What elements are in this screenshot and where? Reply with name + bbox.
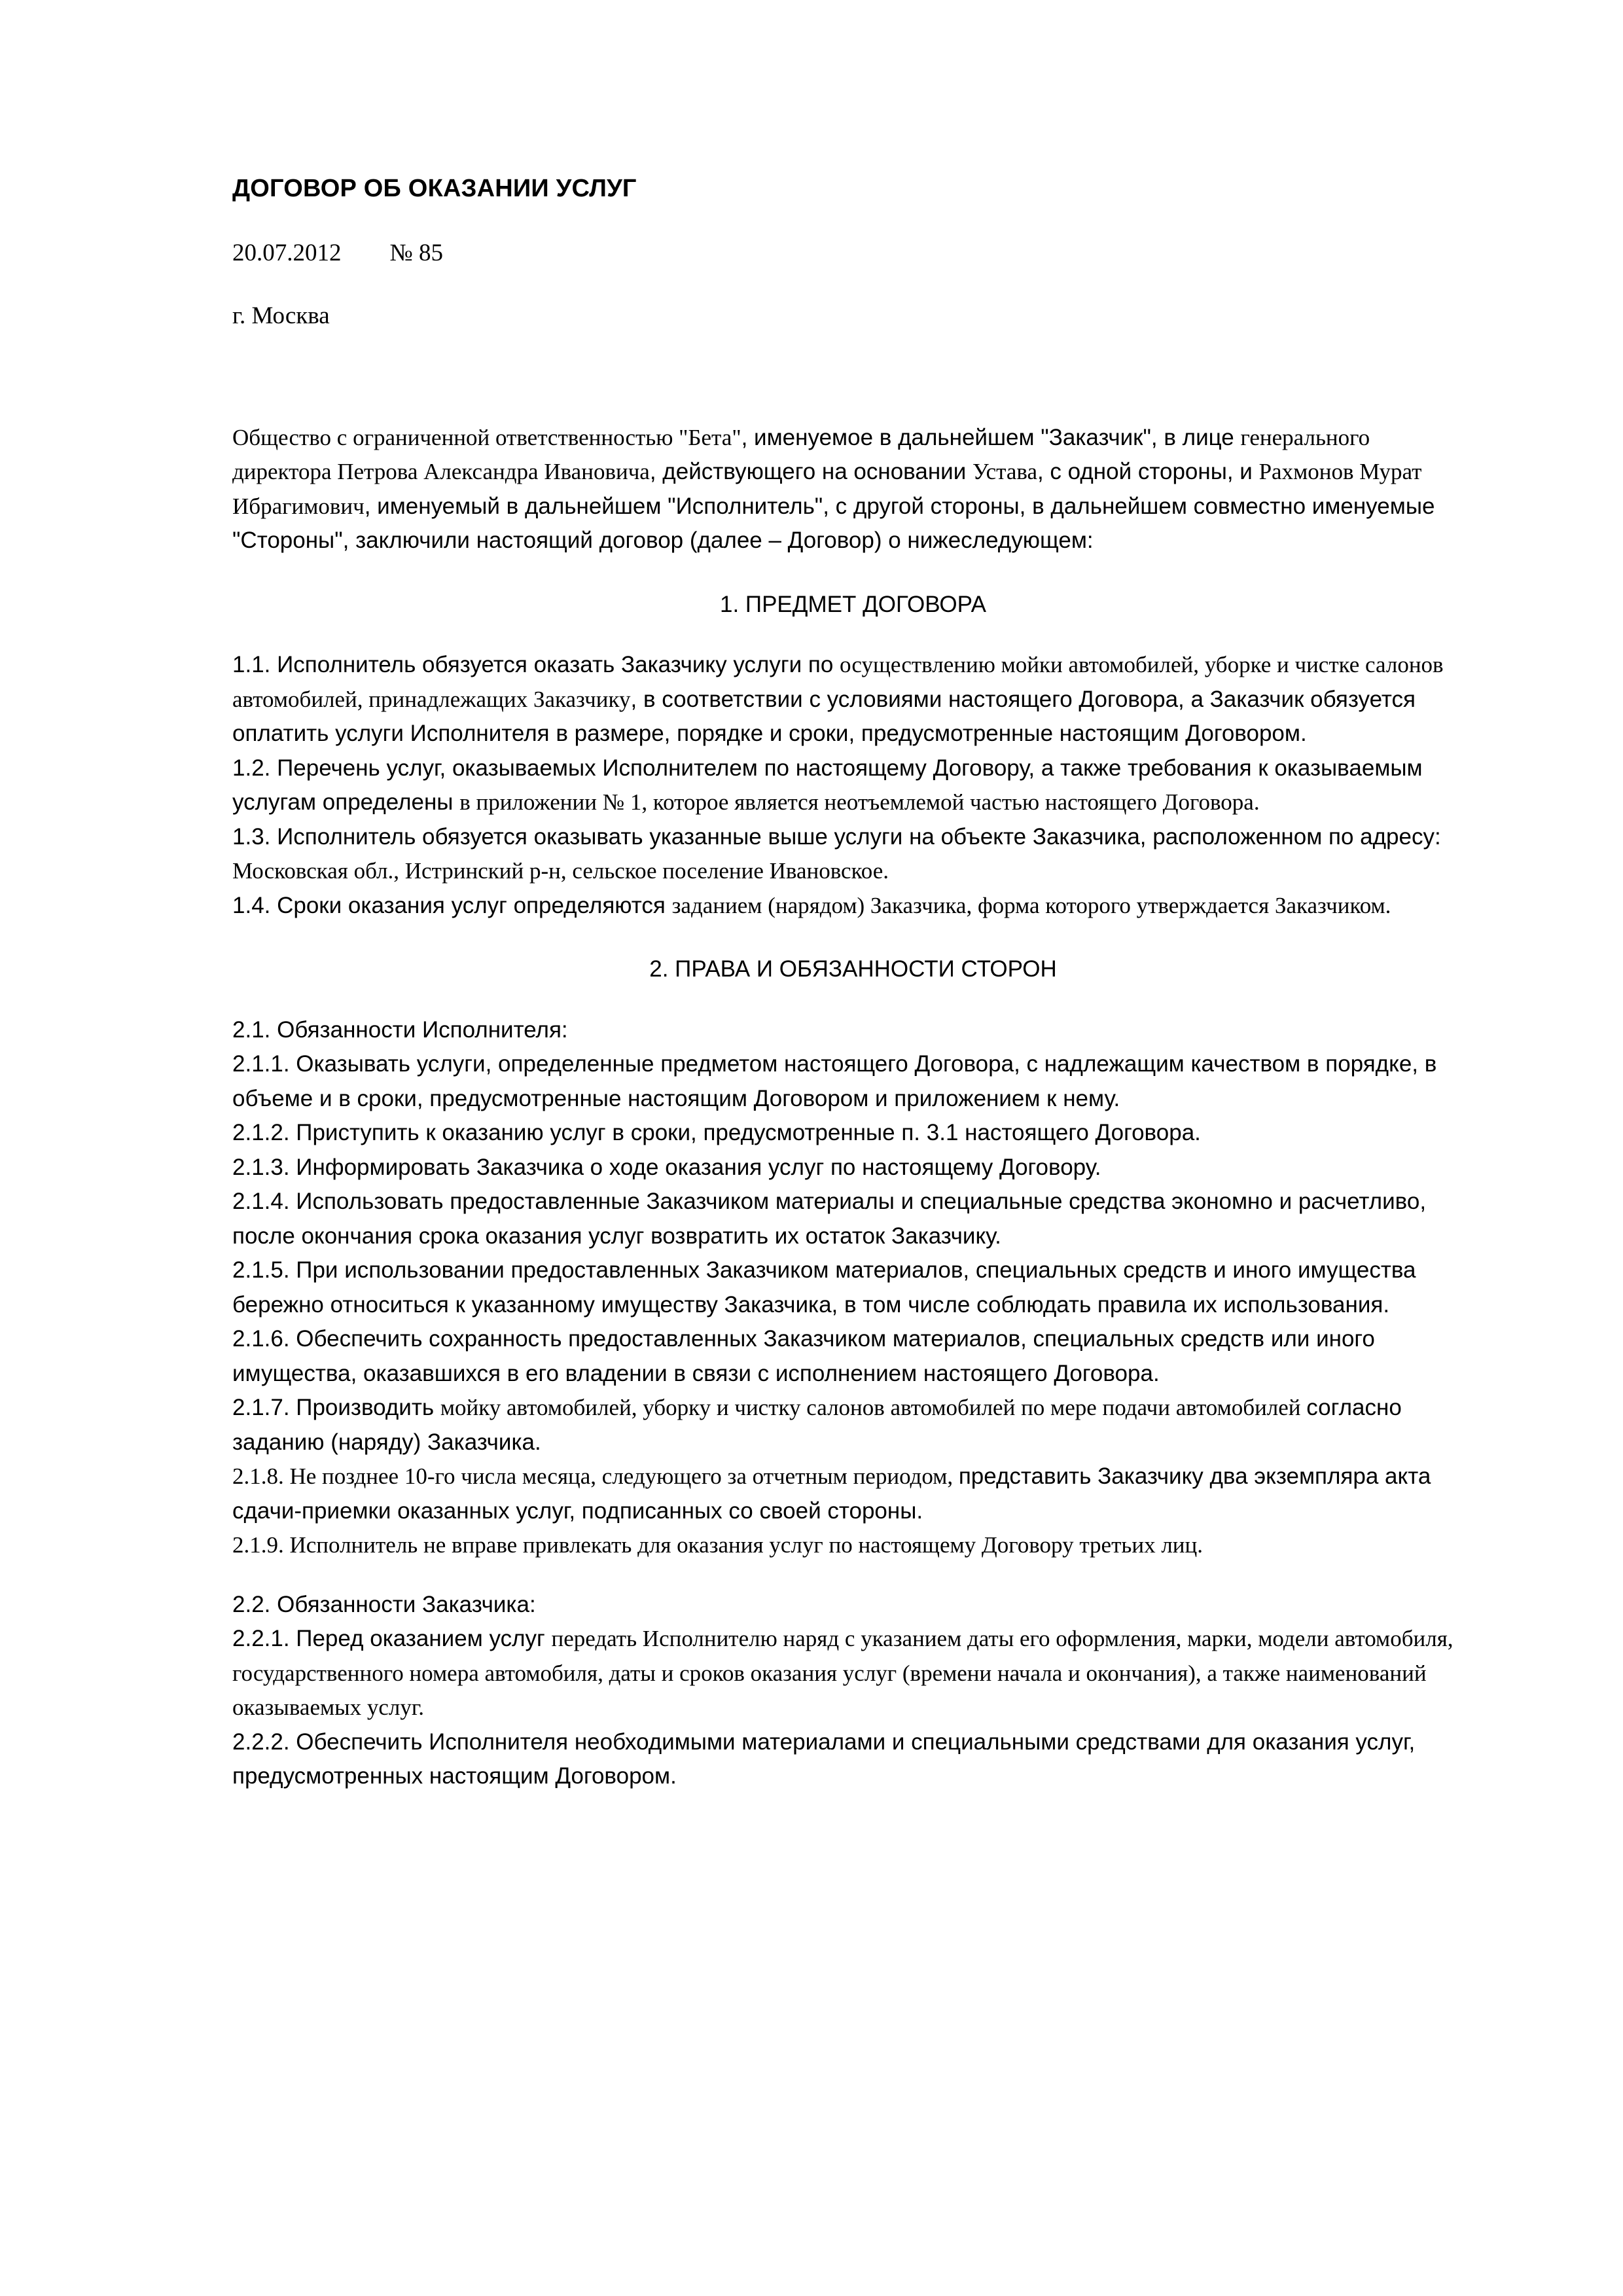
section-1-clauses (232, 648, 1474, 923)
clause-2-1-3: 2.1.3. Информировать Заказчика о ходе оказания услуг по настоящему Договору. (232, 1154, 1101, 1180)
clause-1-4 (232, 889, 1474, 924)
preamble-director-name: генерального директора Петрова Александра Ивановича (232, 424, 1370, 485)
clause-2-1-2: 2.1.2. Приступить к оказанию услуг в сроки, предусмотренные п. 3.1 настоящего Договора. (232, 1120, 1201, 1146)
preamble-contractor-name: Рахмонов Мурат Ибрагимович (232, 459, 1422, 519)
clause-1-1 (232, 648, 1474, 751)
clause-2-1-1: 2.1.1. Оказывать услуги, определенные предметом настоящего Договора, с надлежащим качеством в порядке, в объеме и в сроки, предусмотренные настоящим Договором и приложением к нему. (232, 1051, 1437, 1111)
clause-1-3-part-b: Московская обл., Истринский р-н, сельское поселение Ивановское. (232, 858, 889, 884)
clause-2-1-5: 2.1.5. При использовании предоставленных Заказчиком материалов, специальных средств и иного имущества бережно относиться к указанному имуществу Заказчика, в том числе соблюдать правила их использования. (232, 1257, 1416, 1318)
page-title: ДОГОВОР ОБ ОКАЗАНИИ УСЛУГ (232, 175, 637, 202)
clause-spacer (232, 1563, 1474, 1588)
clause-2-2-2: 2.2.2. Обеспечить Исполнителя необходимыми материалами и специальными средствами для оказания услуг, предусмотренных настоящим Договором. (232, 1729, 1416, 1789)
clause-1-1-part-a: 1.1. Исполнитель обязуется оказать Заказчику услуги по (232, 652, 840, 678)
clause-1-1-part-b: осуществлению мойки автомобилей, уборке и чистке салонов автомобилей, принадлежащих Заказчику (232, 652, 1444, 712)
clause-1-4-part-b: заданием (нарядом) Заказчика, форма которого утверждается Заказчиком. (671, 892, 1391, 918)
clause-2-1-6: 2.1.6. Обеспечить сохранность предоставленных Заказчиком материалов, специальных средств или иного имущества, оказавшихся в его владении в связи с исполнением настоящего Договора. (232, 1326, 1375, 1386)
clause-2-2-1-part-b: передать Исполнителю наряд с указанием даты его оформления, марки, модели автомобиля, государственного номера автомобиля, даты и сроков оказания услуг (времени начала и окончания), а также наименований оказываемых услуг. (232, 1626, 1454, 1721)
clause-2-2-1 (232, 1622, 1474, 1725)
preamble-charter: Устава (972, 459, 1037, 485)
clause-1-3 (232, 820, 1474, 889)
clause-2-2: 2.2. Обязанности Заказчика: (232, 1591, 536, 1617)
clause-1-1-part-c: , в соответствии с условиями настоящего Договора, а Заказчик обязуется оплатить услуги Исполнителя в размере, порядке и сроки, предусмотренные настоящим Договором. (232, 686, 1416, 747)
section-heading-subject: 1. ПРЕДМЕТ ДОГОВОРА (720, 591, 986, 617)
section-heading-rights-obligations: 2. ПРАВА И ОБЯЗАННОСТИ СТОРОН (649, 956, 1057, 982)
preamble-closing: , именуемый в дальнейшем "Исполнитель", с другой стороны, в дальнейшем совместно именуемые "Стороны", заключили настоящий договор (далее – Договор) о нижеследующем: (232, 493, 1435, 554)
document-city: г. Москва (232, 302, 330, 330)
clause-1-2 (232, 751, 1474, 820)
clause-2-1-8-part-a: 2.1.8. Не позднее 10-го числа месяца, следующего за отчетным периодом, (232, 1463, 959, 1490)
clause-1-2-part-b: в приложении № 1, которое является неотъемлемой частью настоящего Договора. (459, 789, 1260, 816)
clause-1-4-part-a: 1.4. Сроки оказания услуг определяются (232, 892, 672, 918)
clause-2-1-8 (232, 1460, 1474, 1528)
preamble-acting-on-basis: , действующего на основании (649, 459, 973, 485)
preamble-customer-designation: , именуемое в дальнейшем "Заказчик", в лице (741, 424, 1241, 450)
clause-1-2-part-a: 1.2. Перечень услуг, оказываемых Исполнителем по настоящему Договору, а также требования к оказываемым услугам определены (232, 755, 1423, 816)
preamble-one-party: , с одной стороны, и (1037, 459, 1259, 485)
clause-2-1-7-part-a: 2.1.7. Производить (232, 1395, 440, 1421)
clause-2-1-9: 2.1.9. Исполнитель не вправе привлекать для оказания услуг по настоящему Договору третьих лиц. (232, 1532, 1204, 1558)
clause-2-1-7-part-c: согласно заданию (наряду) Заказчика. (232, 1395, 1402, 1455)
clause-2-1-7-part-b: мойку автомобилей, уборку и чистку салонов автомобилей по мере подачи автомобилей (440, 1395, 1307, 1421)
preamble-paragraph (232, 421, 1474, 558)
page-bottom-spacer (232, 1794, 1474, 1873)
clause-2-1-7 (232, 1391, 1474, 1460)
clause-2-1: 2.1. Обязанности Исполнителя: (232, 1016, 568, 1043)
clause-2-1-8-part-b: представить Заказчику два экземпляра акта сдачи-приемки оказанных услуг, подписанных со своей стороны. (232, 1463, 1431, 1524)
clause-2-1-4: 2.1.4. Использовать предоставленные Заказчиком материалы и специальные средства экономно и расчетливо, после окончания срока оказания услуг возвратить их остаток Заказчику. (232, 1189, 1427, 1249)
document-date-number: 20.07.2012 № 85 (232, 239, 444, 266)
preamble-company-name: Общество с ограниченной ответственностью "Бета" (232, 424, 741, 450)
clause-1-3-part-a: 1.3. Исполнитель обязуется оказывать указанные выше услуги на объекте Заказчика, расположенном по адресу: (232, 823, 1441, 850)
clause-2-2-1-part-a: 2.2.1. Перед оказанием услуг (232, 1626, 552, 1652)
section-2-clauses (232, 1013, 1474, 1794)
